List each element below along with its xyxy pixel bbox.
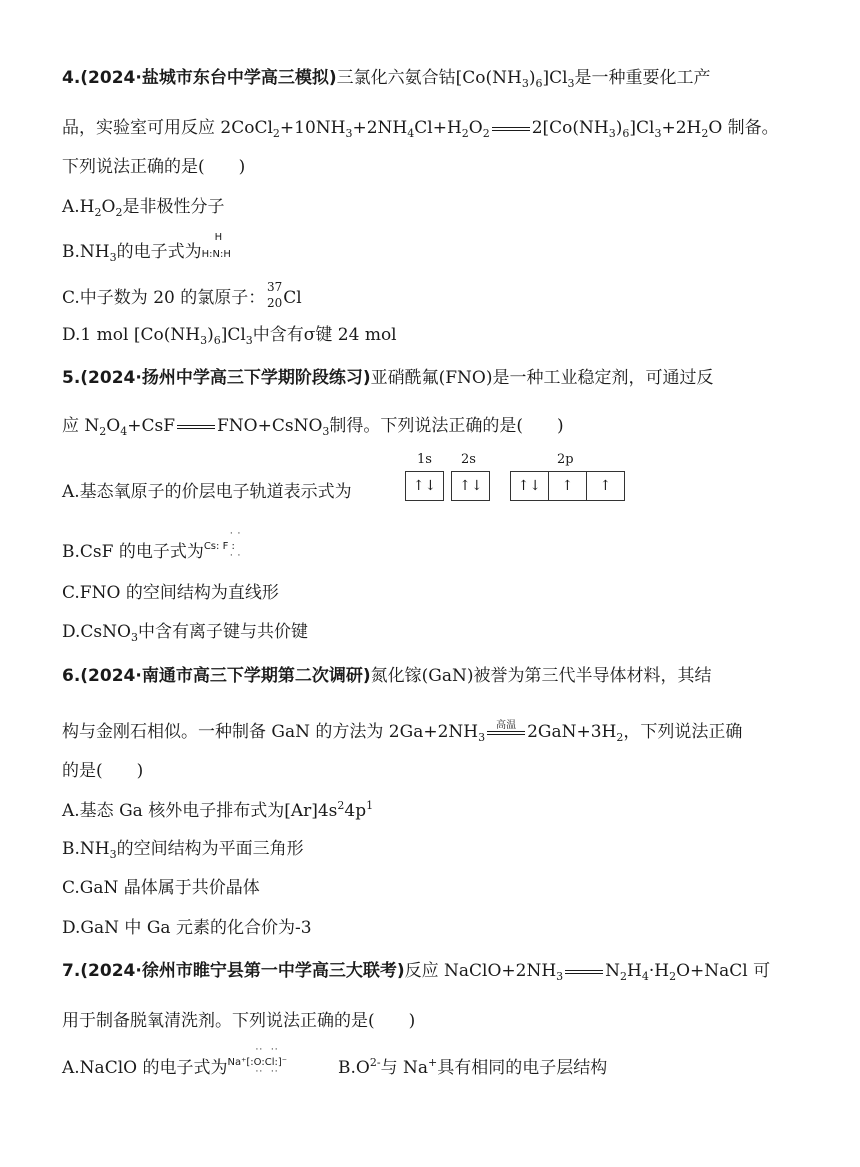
q5-option-b[interactable]: B.CsF 的电子式为 · · Cs: F : · · [62,529,242,562]
q7-source: 7.(2024·徐州市睢宁县第一中学高三大联考) [62,961,405,981]
orbital-diagram: 1s 2s 2p ↑↓ ↑↓ ↑↓ ↑ ↑ [405,452,625,502]
q4-option-c[interactable]: C.中子数为 20 的氯原子： 37 20 Cl [62,283,302,313]
q5-stem-line2: 应 $N_2O_4+CsF$ FNO+CsNO$_3$制得。下列说法正确的是( ) [62,416,564,438]
q6-option-d[interactable]: D.GaN 中 Ga 元素的化合价为-3 [62,918,312,938]
q6-option-c[interactable]: C.GaN 晶体属于共价晶体 [62,878,260,898]
csf-electron-formula: · · Cs: F : · · [203,529,242,561]
q4-stem-line3: 下列说法正确的是( ) [62,157,246,177]
naclo-electron-formula: ·· ·· Na⁺[:O:Cl:]⁻ ·· ·· [227,1045,288,1077]
q7-option-a[interactable]: A.NaClO 的电子式为 ·· ·· Na⁺[:O:Cl:]⁻ ·· ·· [62,1045,288,1078]
q4-option-b[interactable]: $B.NH_3$的电子式为 H H:N:H [62,240,231,267]
q6-source: 6.(2024·南通市高三下学期第二次调研) [62,666,371,686]
q6-option-b[interactable]: $B.NH_3$的空间结构为平面三角形 [62,839,304,861]
equals-sign-icon [563,967,605,977]
equals-sign-icon [490,124,532,134]
q7-stem-line2: 用于制备脱氧清洗剂。下列说法正确的是( ) [62,1011,416,1031]
q7-stem-line1: 7.(2024·徐州市睢宁县第一中学高三大联考)反应 $NaClO+2NH_3$ $N_2H_4\cdot H_2O+NaCl$ 可 [62,961,771,983]
q6-stem-line2: 构与金刚石相似。一种制备 GaN 的方法为 $2Ga+2NH_3$ 高温 $2GaN+3H_2$，下列说法正确 [62,719,743,744]
q4-option-d[interactable]: D.1 mol $[Co(NH_3)_6]Cl_3$中含有σ键 24 mol [62,325,397,347]
equals-sign-icon [175,422,217,432]
nh3-electron-formula: H H:N:H [201,232,231,260]
q4-stem-line1: 4.(2024·盐城市东台中学高三模拟)三氯化六氨合钴$[Co(NH_3)_6]Cl_3$是一种重要化工产 [62,68,711,90]
q6-stem-line1: 6.(2024·南通市高三下学期第二次调研)氮化镓(GaN)被誉为第三代半导体材料，其结 [62,666,712,686]
equals-sign-icon: 高温 [485,728,527,738]
q4-option-a[interactable]: $A.H_2O_2$是非极性分子 [62,197,225,219]
orbital-2s: ↑↓ [451,471,490,501]
q5-option-c[interactable]: C.FNO 的空间结构为直线形 [62,583,279,603]
q4-source: 4.(2024·盐城市东台中学高三模拟) [62,68,337,88]
q5-option-d[interactable]: D.CsNO$_3$中含有离子键与共价键 [62,622,308,644]
q4-stem-line2: 品，实验室可用反应 $2CoCl_2+10NH_3+2NH_4Cl+H_2O_2$ $2[Co(NH_3)_6]Cl_3+2H_2O$ 制备。 [62,118,779,140]
q6-option-a[interactable]: A.基态 Ga 核外电子排布式为$[Ar]4s^24p^1$ [62,799,374,821]
q6-stem-line3: 的是( ) [62,761,144,781]
nuclide-symbol: 37 20 [266,280,283,310]
q5-source: 5.(2024·扬州中学高三下学期阶段练习) [62,368,371,388]
orbital-1s: ↑↓ [405,471,444,501]
q5-stem-line1: 5.(2024·扬州中学高三下学期阶段练习)亚硝酰氟(FNO)是一种工业稳定剂，可通过反 [62,368,714,388]
q5-option-a[interactable]: A.基态氧原子的价层电子轨道表示式为 [62,482,352,502]
q7-option-b[interactable]: $B.O^{2-}$与 Na+具有相同的电子层结构 [338,1056,608,1078]
orbital-2p: ↑↓ ↑ ↑ [510,471,625,501]
